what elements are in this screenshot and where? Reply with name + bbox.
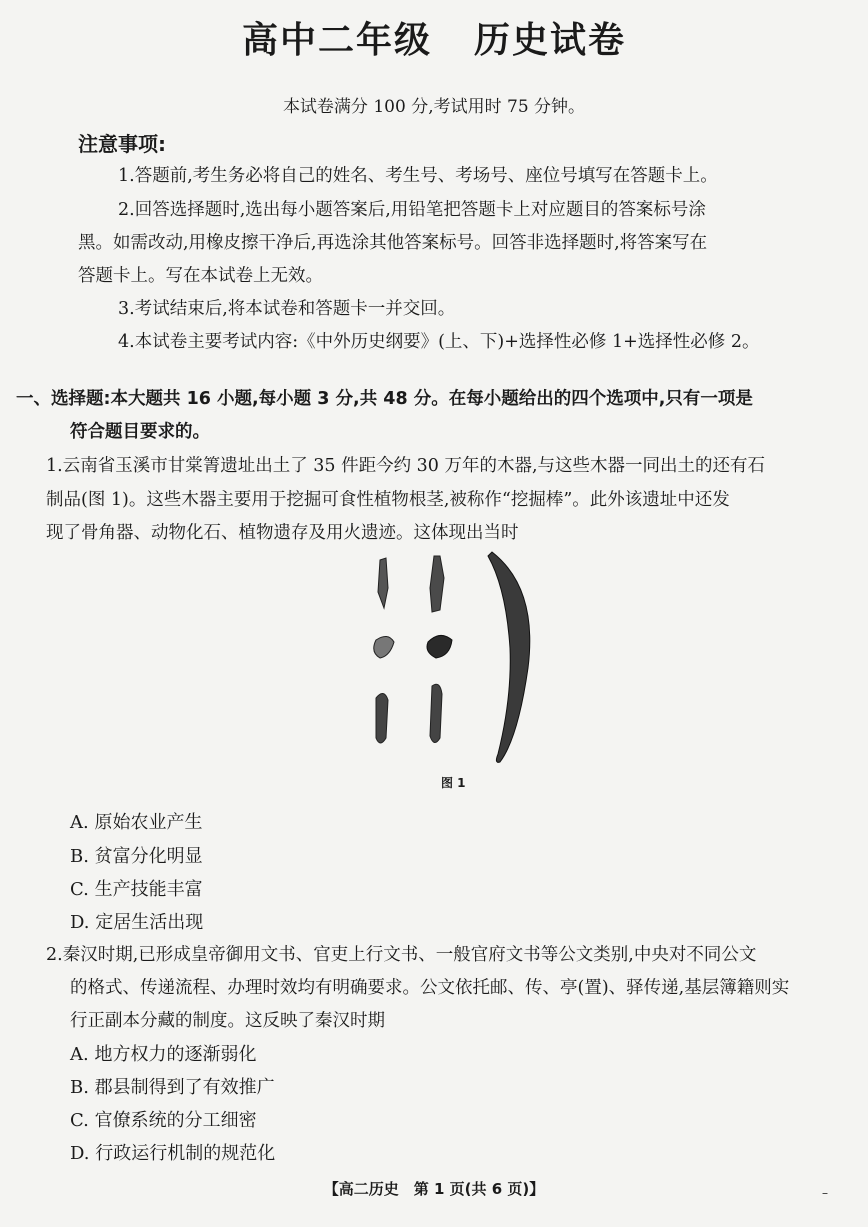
note-line: 黑。如需改动,用橡皮擦干净后,再选涂其他答案标号。回答非选择题时,将答案写在 bbox=[78, 233, 708, 253]
question-1-text: 制品(图 1)。这些木器主要用于挖掘可食性植物根茎,被称作“挖掘棒”。此外该遗址中还发 bbox=[46, 490, 730, 510]
question-2-text: 行正副本分藏的制度。这反映了秦汉时期 bbox=[70, 1011, 385, 1031]
q2-option-a: A. 地方权力的逐渐弱化 bbox=[70, 1044, 257, 1065]
question-2-text: 2.秦汉时期,已形成皇帝御用文书、官吏上行文书、一般官府文书等公文类别,中央对不同公文 bbox=[46, 945, 757, 965]
note-line: 答题卡上。写在本试卷上无效。 bbox=[78, 266, 323, 286]
section-heading: 一、选择题:本大题共 16 小题,每小题 3 分,共 48 分。在每小题给出的四个选项中,只有一项是 bbox=[16, 389, 753, 409]
q1-option-b: B. 贫富分化明显 bbox=[70, 846, 203, 867]
q2-option-c: C. 官僚系统的分工细密 bbox=[70, 1110, 257, 1131]
q1-option-c: C. 生产技能丰富 bbox=[70, 879, 203, 900]
note-line: 1.答题前,考生务必将自己的姓名、考生号、考场号、座位号填写在答题卡上。 bbox=[118, 166, 718, 186]
page-title bbox=[0, 12, 868, 63]
question-1-text: 1.云南省玉溪市甘棠箐遗址出土了 35 件距今约 30 万年的木器,与这些木器一同出土的还有石 bbox=[46, 456, 766, 476]
section-heading-cont: 符合题目要求的。 bbox=[70, 422, 210, 442]
title-grade: 高中二年级 bbox=[241, 20, 432, 61]
q1-option-a: A. 原始农业产生 bbox=[70, 812, 203, 833]
exam-info: 本试卷满分 100 分,考试用时 75 分钟。 bbox=[282, 97, 586, 117]
question-2-text: 的格式、传递流程、办理时效均有明确要求。公文依托邮、传、亭(置)、驿传递,基层簿籍则实 bbox=[70, 978, 790, 998]
notes-heading: 注意事项: bbox=[78, 132, 166, 156]
wooden-tools-figure bbox=[360, 548, 540, 768]
note-line: 3.考试结束后,将本试卷和答题卡一并交回。 bbox=[118, 299, 456, 319]
title-subject: 历史试卷 bbox=[474, 20, 627, 61]
note-line: 2.回答选择题时,选出每小题答案后,用铅笔把答题卡上对应题目的答案标号涂 bbox=[118, 200, 706, 220]
page-footer: 【高二历史 第 1 页(共 6 页)】 bbox=[323, 1180, 545, 1198]
q2-option-d: D. 行政运行机制的规范化 bbox=[70, 1143, 276, 1164]
q1-option-d: D. 定居生活出现 bbox=[70, 912, 204, 933]
corner-mark: – bbox=[822, 1186, 828, 1200]
figure-caption: 图 1 bbox=[441, 776, 466, 790]
note-line: 4.本试卷主要考试内容:《中外历史纲要》(上、下)+选择性必修 1+选择性必修 2。 bbox=[118, 332, 760, 352]
question-1-text: 现了骨角器、动物化石、植物遗存及用火遗迹。这体现出当时 bbox=[46, 523, 519, 543]
q2-option-b: B. 郡县制得到了有效推广 bbox=[70, 1077, 275, 1098]
